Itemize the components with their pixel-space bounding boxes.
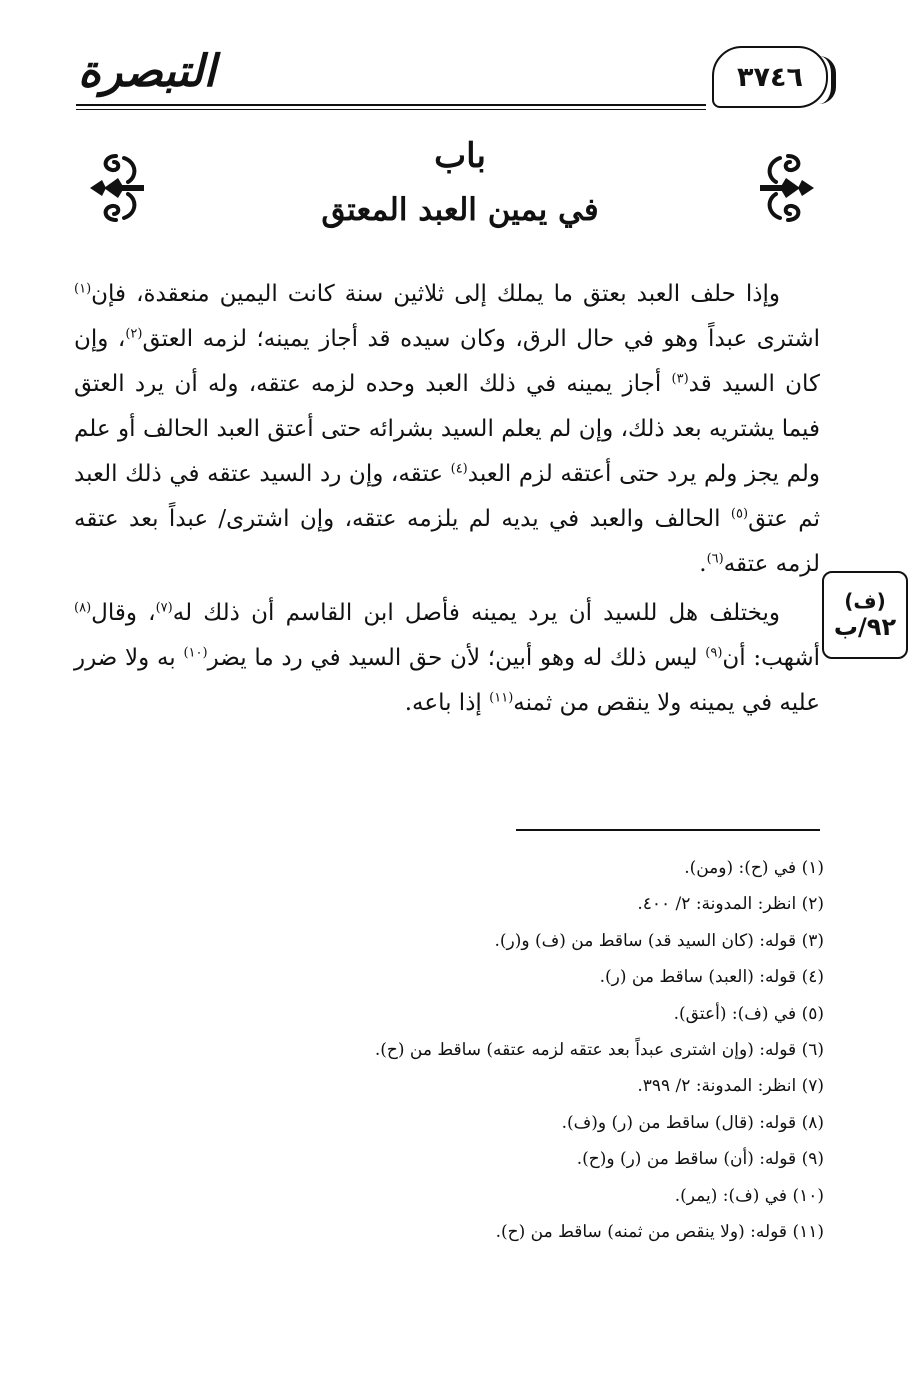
footnote: (١) في (ح): (ومن). [684, 858, 824, 878]
footnote: (٧) انظر: المدونة: ٢/ ٣٩٩. [637, 1076, 824, 1097]
footnote-marker: (٥) [730, 506, 749, 522]
manuscript-siglum: (ف) [844, 589, 886, 613]
chapter-title: في يمين العبد المعتق [321, 192, 599, 228]
body-text-run: ويختلف هل للسيد أن يرد يمينه فأصل ابن القاسم أن ذلك له [172, 600, 780, 626]
body-text-run: ليس ذلك له وهو أبين؛ لأن حق السيد في رد ما يضر [207, 645, 706, 671]
body-text [74, 272, 820, 730]
footnote: (٩) قوله: (أن) ساقط من (ر) و(ح). [576, 1149, 824, 1170]
footnote-marker: (٨) [74, 600, 92, 616]
footnote-marker: (٧) [155, 600, 173, 616]
footnote: (٥) في (ف): (أعتق). [673, 1003, 824, 1024]
footnote-marker: (٩) [705, 645, 723, 661]
footnotes-list [74, 850, 824, 1250]
footnote: (٢) انظر: المدونة: ٢/ ٤٠٠. [637, 894, 824, 915]
footnote-marker: (١) [74, 281, 92, 297]
folio-reference: ٩٢/ب [833, 613, 897, 641]
footnote-marker: (٦) [706, 551, 724, 567]
footnote: (٦) قوله: (وإن اشترى عبداً بعد عتقه لزمه عتقه) ساقط من (ح). [374, 1040, 824, 1061]
footnote: (٣) قوله: (كان السيد قد) ساقط من (ف) و(ر). [494, 930, 824, 951]
footnote: (٤) قوله: (العبد) ساقط من (ر). [599, 967, 824, 988]
running-head-title: التبصرة [78, 46, 216, 97]
body-text-run: أشهب: أن [722, 645, 820, 671]
page-number: ٣٧٤٦ [712, 46, 828, 108]
body-text-run: أجاز يمينه في ذلك العبد وحده لزمه عتقه، وله أن يرد العتق فيما يشتريه بعد ذلك، وإن لم يعلم السيد بشرائه حتى أعتق العبد الحالف أو علم ولم يجز ولم يرد حتى أعتقه لزم العبد [74, 371, 820, 487]
body-text-run: . [699, 551, 707, 577]
footnote-marker: (٤) [450, 461, 468, 477]
footnote: (١١) قوله: (ولا ينقص من ثمنه) ساقط من (ح). [495, 1222, 824, 1243]
body-text-run: الحالف والعبد في يديه لم يلزمه عتقه، وإن اشترى/ عبداً بعد عتقه لزمه عتقه [74, 506, 820, 577]
footnote-marker: (١١) [489, 690, 514, 706]
header-rule [76, 104, 706, 106]
body-text-run: عتقه، وإن رد السيد عتقه في ذلك العبد ثم عتق [74, 461, 820, 532]
body-text-run: ، وقال [91, 600, 156, 626]
body-text-run: إذا باعه. [404, 690, 490, 716]
body-text-run: اشترى عبداً وهو في حال الرق، وكان سيده قد أجاز يمينه؛ لزمه العتق [142, 326, 821, 352]
footnote-marker: (٣) [671, 371, 689, 387]
chapter-label: باب [434, 136, 486, 176]
footnote-marker: (١٠) [183, 645, 208, 661]
footnote-marker: (٢) [125, 326, 143, 342]
body-text-run: وإذا حلف العبد بعتق ما يملك إلى ثلاثين سنة كانت اليمين منعقدة، فإن [91, 281, 780, 307]
footnote: (١٠) في (ف): (يمر). [674, 1185, 824, 1206]
body-text-run: ، وإن كان السيد قد [74, 326, 821, 397]
footnote: (٨) قوله: (قال) ساقط من (ر) و(ف). [561, 1112, 824, 1133]
body-paragraph [74, 591, 820, 726]
body-text-run: به ولا ضرر عليه في يمينه ولا ينقص من ثمنه [74, 645, 820, 716]
body-paragraph [74, 272, 820, 587]
manuscript-folio-note [822, 571, 908, 659]
footnote-separator [516, 829, 820, 831]
